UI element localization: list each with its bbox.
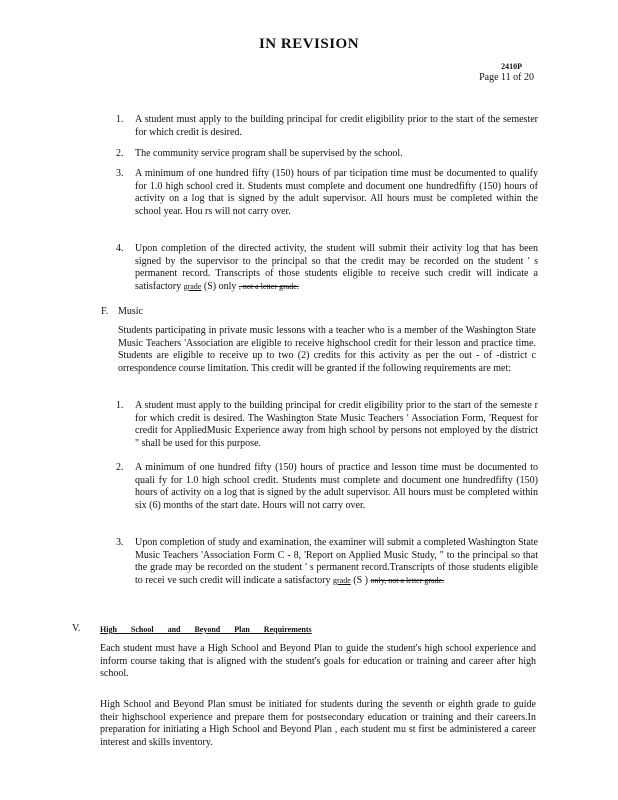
item-text: A minimum of one hundred fifty (150) hours of practice and lesson time must be documented to quali fy for 1.0 high school credit. Students must complete and document one hundredfifty (150) hours of activity on a log that is signed by the adult supervisor. All hours must be completed within six (6) months of the start date. Hours will not carry over. [135, 462, 538, 511]
item-number: 1. [116, 114, 124, 125]
page-title: IN REVISION [258, 36, 360, 52]
section-title: Music [118, 306, 143, 317]
struck-text: only, not a letter grade. [370, 575, 445, 585]
grade-word: grade [183, 281, 202, 291]
music-item-2 [116, 462, 538, 512]
item-text [135, 243, 538, 293]
item-number: 3. [116, 168, 124, 179]
section-letter: F. [101, 306, 109, 317]
item-body: Upon completion of study and examination, the examiner will submit a completed Washington State Music Teachers 'Association Form C - 8, 'Report on Applied Music Study, " to the principal so that the grade may be recorded on the student ' s permanent record.Transcripts of those students eligible to recei ve such credit will indicate a satisfactory [135, 537, 538, 586]
item-text: A student must apply to the building principal for credit eligibility prior to the start of the semester for which credit is desired. [135, 114, 538, 138]
grade-suffix: (S) only [203, 280, 237, 292]
item-number: 4. [116, 243, 124, 254]
section-paragraph-2: High School and Beyond Plan smust be initiated for students during the seventh or eighth grade to guide their highschool experience and prepare them for postsecondary education or training and their careers.In preparation for initiating a High School and Beyond Plan , each student mu st first be administered a career interest and skills inventory. [100, 699, 536, 748]
grade-word: grade [332, 575, 351, 585]
community-item-2 [116, 148, 538, 161]
community-item-4 [116, 243, 538, 293]
music-intro: Students participating in private music lessons with a teacher who is a member of the Washington State Music Teachers 'Association are eligible to receive highschool credit for their lesson and practice time. Students are eligible to receive up to two (2) credits for this activity as per the out - of -district c orrespondence course limitation. This credit will be granted if the following requirements are met: [118, 325, 536, 374]
item-number: 2. [116, 148, 124, 159]
item-body: Upon completion of the directed activity, the student will submit their activity log that has been signed by the supervisor to the principal so that the credit may be recorded on the student ' s permanent record. Transcripts of those students eligible to receive such credit will indicate a satisfactory [135, 243, 538, 292]
item-text [135, 537, 538, 587]
item-text: The community service program shall be supervised by the school. [135, 148, 403, 159]
community-item-3 [116, 168, 538, 218]
item-number: 2. [116, 462, 124, 473]
section-heading: High School and Beyond Plan Requirements [100, 625, 312, 634]
community-item-1 [116, 114, 538, 139]
policy-code: 2410P [501, 62, 522, 71]
item-text: A minimum of one hundred fifty (150) hours of par ticipation time must be documented to qualify for 1.0 high school cred it. Students must complete and document one hundredfifty (150) hours of activity on a log that is signed by the adult supervisor. All hours must be completed within the school year. Hou rs will not carry over. [135, 168, 538, 217]
item-number: 3. [116, 537, 124, 548]
music-item-1 [116, 400, 538, 450]
item-number: 1. [116, 400, 124, 411]
item-text: A student must apply to the building principal for credit eligibility prior to the start of the semeste r for which credit is desired. The Washington State Music Teachers ' Association Form, 'Request for credit for AppliedMusic Experience away from high school by persons not employed by the district " shall be used for this purpose. [135, 400, 538, 449]
section-paragraph-1: Each student must have a High School and Beyond Plan to guide the student's high school experience and inform course taking that is aligned with the student's goals for education or training and career after high school. [100, 643, 536, 679]
music-item-3 [116, 537, 538, 587]
page-number: Page 11 of 20 [479, 72, 534, 83]
section-number: V. [72, 623, 81, 634]
struck-text: , not a letter grade. [238, 281, 299, 291]
grade-suffix: (S ) [353, 574, 368, 586]
